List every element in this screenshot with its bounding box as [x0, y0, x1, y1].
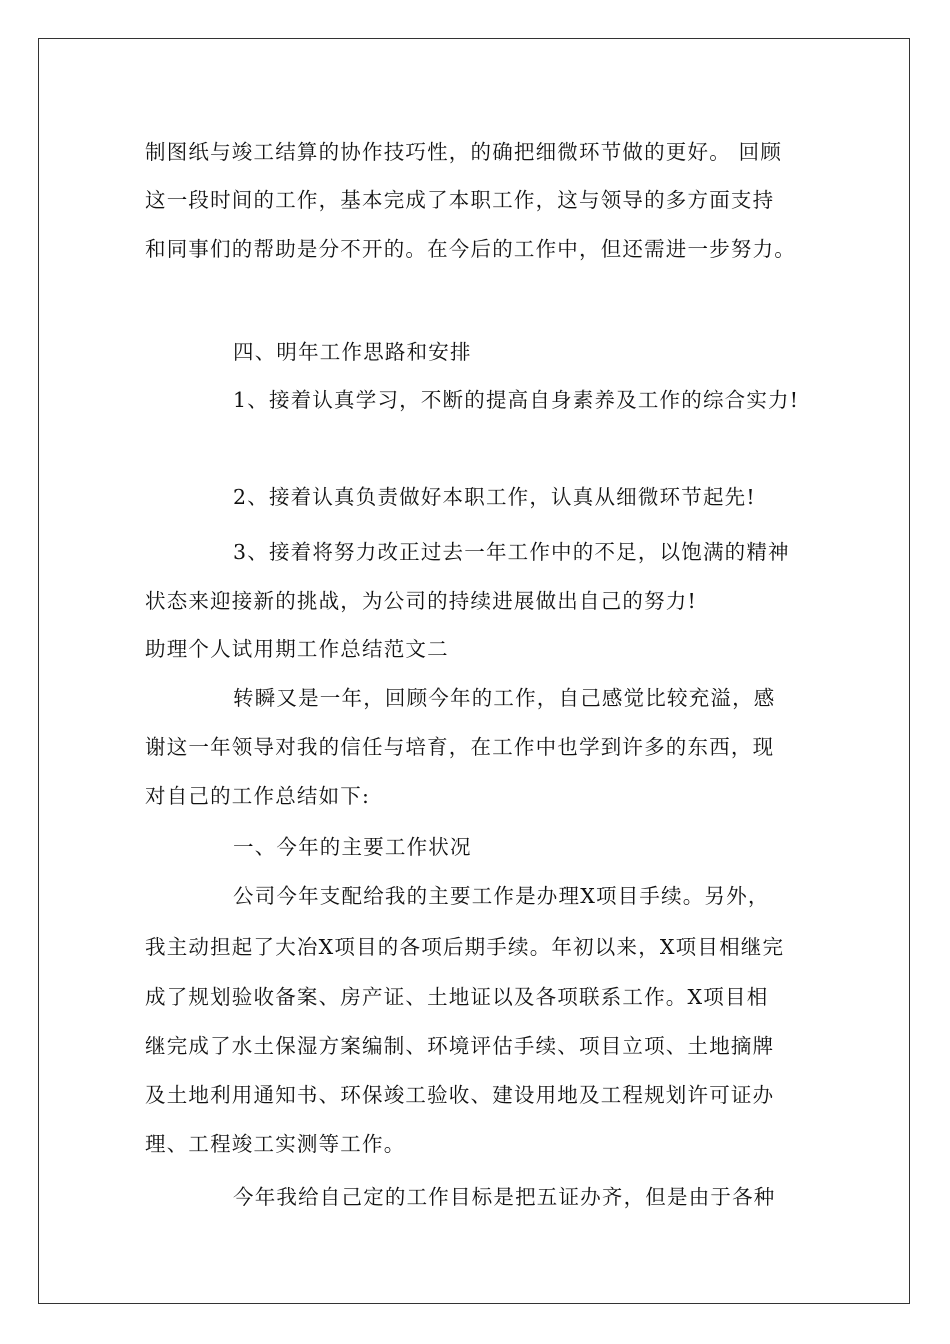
paragraph-line: 我主动担起了大冶X项目的各项后期手续。年初以来，X项目相继完 [145, 935, 785, 959]
paragraph-line: 和同事们的帮助是分不开的。在今后的工作中，但还需进一步努力。 [145, 237, 796, 261]
paragraph-line: 转瞬又是一年，回顾今年的工作，自己感觉比较充溢，感 [233, 686, 776, 710]
paragraph-line: 成了规划验收备案、房产证、土地证以及各项联系工作。X项目相 [145, 985, 769, 1009]
paragraph-line: 及土地利用通知书、环保竣工验收、建设用地及工程规划许可证办 [145, 1083, 775, 1107]
page-border [38, 38, 910, 1304]
list-item-continuation: 状态来迎接新的挑战，为公司的持续进展做出自己的努力! [145, 589, 697, 613]
paragraph-line: 公司今年支配给我的主要工作是办理X项目手续。另外， [233, 884, 770, 908]
paragraph-line: 继完成了水土保湿方案编制、环境评估手续、项目立项、土地摘牌 [145, 1034, 775, 1058]
section-heading: 四、明年工作思路和安排 [233, 340, 472, 364]
paragraph-line: 谢这一年领导对我的信任与培育，在工作中也学到许多的东西，现 [145, 735, 775, 759]
list-item: 1、接着认真学习，不断的提高自身素养及工作的综合实力! [233, 388, 800, 412]
list-item: 2、接着认真负责做好本职工作，认真从细微环节起先! [233, 485, 756, 509]
paragraph-line: 理、工程竣工实测等工作。 [145, 1132, 406, 1156]
paragraph-line: 对自己的工作总结如下: [145, 784, 371, 808]
list-item: 3、接着将努力改正过去一年工作中的不足，以饱满的精神 [233, 540, 790, 564]
paragraph-line: 今年我给自己定的工作目标是把五证办齐，但是由于各种 [233, 1185, 776, 1209]
document-subtitle: 助理个人试用期工作总结范文二 [145, 637, 449, 661]
section-heading: 一、今年的主要工作状况 [233, 835, 472, 859]
paragraph-line: 这一段时间的工作，基本完成了本职工作，这与领导的多方面支持 [145, 188, 775, 212]
paragraph-line: 制图纸与竣工结算的协作技巧性，的确把细微环节做的更好。 回顾 [145, 140, 783, 164]
